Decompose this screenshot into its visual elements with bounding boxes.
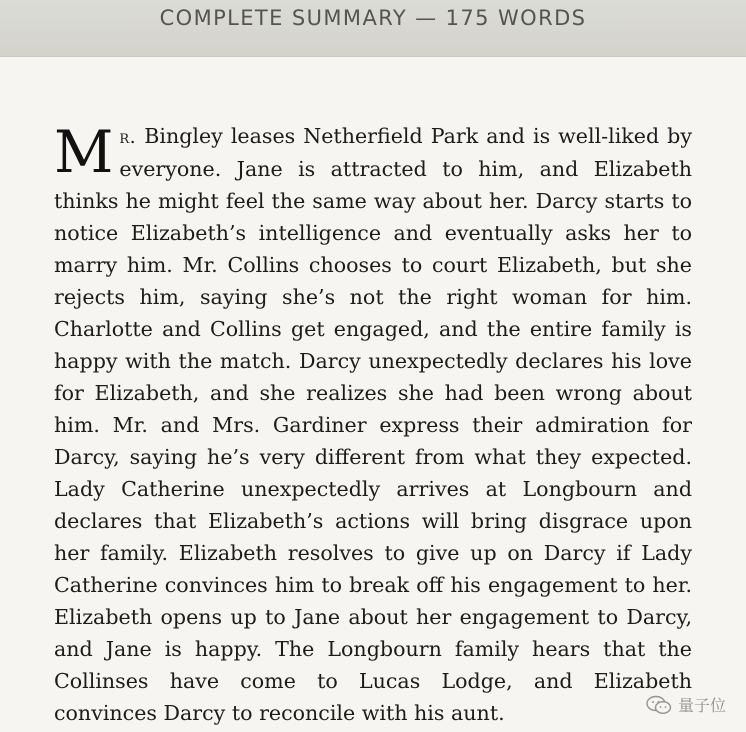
watermark [646,693,726,716]
lead-small-caps: r. [119,126,137,148]
summary-body: Bingley leases Netherfield Park and is well-liked by everyone. Jane is attracted to him, and Elizabeth thinks he might feel the same way about her. Darcy starts to notice Elizabeth’s intelligence and eventually asks her to marry him. Mr. Collins chooses to court Elizabeth, but she rejects him, saying she’s not the right woman for him. Charlotte and Collins get engaged, and the entire family is happy with the match. Darcy unexpectedly declares his love for Elizabeth, and she realizes she had been wrong about him. Mr. and Mrs. Gardiner express their admiration for Darcy, saying he’s very different from what they expected. Lady Catherine unexpectedly arrives at Longbourn and declares that Elizabeth’s actions will bring disgrace upon her family. Elizabeth resolves to give up on Darcy if Lady Catherine convinces him to break off his engagement to her. Elizabeth opens up to Jane about her engagement to Darcy, and Jane is happy. The Longbourn family hears that the Collinses have come to Lucas Lodge, and Elizabeth convinces Darcy to reconcile with his aunt. [54,124,692,725]
drop-cap: M [54,118,114,186]
header-bar [0,0,746,57]
wechat-icon [646,695,672,715]
summary-paragraph [54,120,692,729]
summary-content [54,120,692,729]
watermark-text: 量子位 [677,696,726,715]
summary-title: COMPLETE SUMMARY — 175 WORDS [159,6,587,30]
